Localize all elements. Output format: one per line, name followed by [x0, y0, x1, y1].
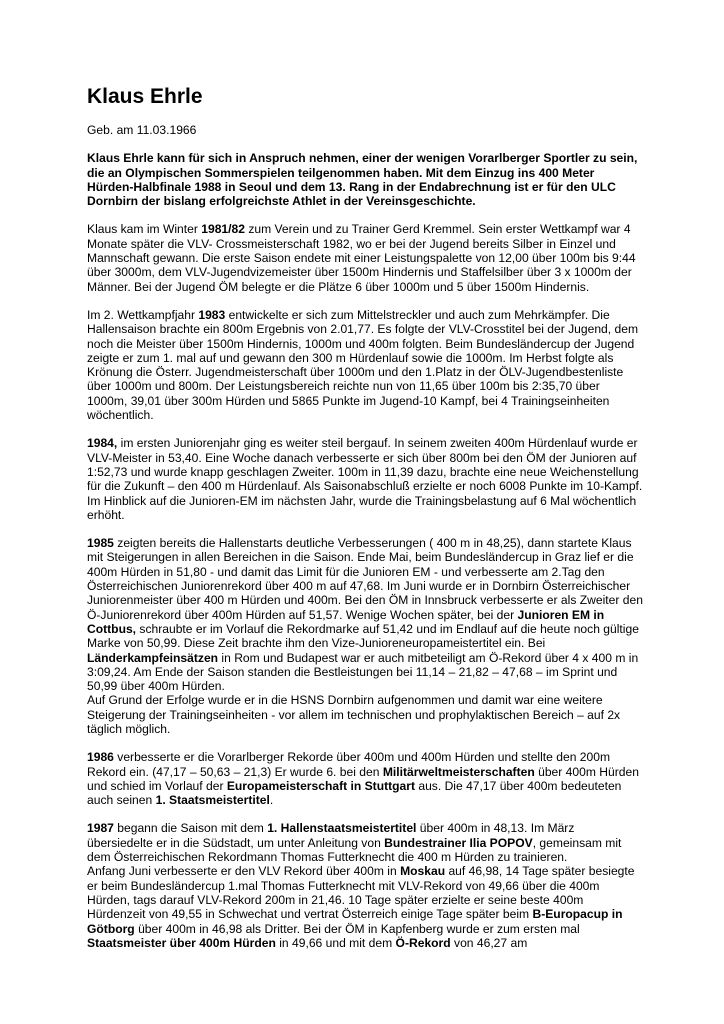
text: entwickelte er sich zum Mittelstreckler und auch zum Mehrkämpfer. Die Hallensaison brachte ein 800m Ergebnis von 2.01,77. Es folgte der VLV-Crosstitel bei der Jugend, dem noch die Meister über 1500m Hindernis, 1000m und 400m folgten. Beim Bundesländercup der Jugend zeigte er zum 1. mal auf und gewann den 300 m Hürdenlauf sowie die 1000m. Im Herbst folgte als Krönung die Österr. Jugendmeisterschaft über 1000m und den 1.Platz in der ÖLV-Jugendbestenliste über 1000m und 800m. Der Leistungsbereich reichte nun von 11,65 über 100m bis 2:35,70 über 1000m, 39,01 über 300m Hürden und 5865 Punkte im Jugend-10 Kampf, bei 4 Trainingseinheiten wöchentlich.: [87, 307, 639, 423]
paragraph-1983: [87, 308, 643, 422]
text: zum Verein und zu Trainer Gerd Kremmel. Sein erster Wettkampf war 4 Monate später die VLV- Crossmeisterschaft 1982, wo er bei der Jugend bereits Silber in Einzel und Mannschaft gewann. Die erste Saison endete mit einer Leistungspalette von 12,00 über 100m bis 9:44 über 3000m, dem VLV-Jugendvizemeister über 1500m Hindernis und Staffelsilber über 3 x 1000m der Männer. Bei der Jugend ÖM belegte er die Plätze 6 über 1000m und 5 über 1500m Hindernis.: [87, 222, 636, 294]
bold-text: Ö-Rekord: [395, 935, 451, 950]
text: in 49,66 und mit dem: [275, 935, 396, 950]
bold-text: Bundestrainer Ilia POPOV: [384, 835, 533, 850]
bold-text: 1986: [87, 750, 114, 765]
bold-text: 1985: [87, 536, 114, 551]
bold-text: Europameisterschaft in Stuttgart: [226, 778, 415, 793]
text: aus. Die 47,17 über 400m bedeuteten auch seinen: [87, 778, 622, 808]
text: begann die Saison mit dem: [113, 821, 268, 836]
text: über 400m in 46,98 als Dritter. Bei der ÖM in Kapfenberg wurde er zum ersten mal: [134, 921, 580, 936]
text: über 400m Hürden und schied im Vorlauf der: [87, 764, 639, 793]
paragraph-1987-continued: [87, 864, 643, 950]
bold-text: 1983: [198, 307, 226, 322]
bold-text: Staatsmeister über 400m Hürden: [87, 935, 276, 950]
bold-text: Länderkampfeinsätzen: [87, 650, 219, 665]
intro-paragraph: Klaus Ehrle kann für sich in Anspruch nehmen, einer der wenigen Vorarlberger Sportler zu sein, die an Olympischen Sommerspielen teilgenommen haben. Mit dem Einzug ins 400 Meter Hürden-Halbfinale 1988 in Seoul und dem 13. Rang in der Endabrechnung ist er für den ULC Dornbirn der bislang erfolgreichste Athlet in der Vereinsgeschichte.: [87, 151, 638, 209]
document-page: [87, 84, 643, 950]
bold-text: 1984,: [87, 436, 118, 451]
text: .: [269, 793, 274, 808]
text: schraubte er im Vorlauf die Rekordmarke auf 51,42 und im Endlauf auf die heute noch gültige Marke von 50,99. Diese Zeit brachte ihm den Vize-Junioreneuropameistertitel ein. Bei: [87, 621, 639, 651]
bold-text: Junioren EM in Cottbus,: [87, 607, 605, 636]
paragraph-1987: [87, 821, 643, 864]
text: Im 2. Wettkampfjahr: [87, 307, 199, 322]
text: im ersten Juniorenjahr ging es weiter steil bergauf. In seinem zweiten 400m Hürdenlauf wurde er VLV-Meister in 53,40. Eine Woche danach verbesserte er sich über 800m bei den ÖM der Junioren auf 1:52,73 und wurde knapp geschlagen Zweiter. 100m in 11,39 dazu, brachte eine neue Weichenstellung für die Zukunft – den 400 m Hürdenlauf. Als Saisonabschluß erzielte er noch 6008 Punkte im 10-Kampf. Im Hinblick auf die Junioren-EM im nächsten Jahr, wurde die Trainingsbelastung auf 6 Mal wöchentlich erhöht.: [87, 436, 643, 522]
text: Klaus kam im Winter: [87, 222, 202, 237]
text: über 400m in 48,13. Im März übersiedelte er in die Südstadt, um unter Anleitung von: [87, 821, 575, 850]
text: in Rom und Budapest war er auch mitbeteiligt am Ö-Rekord über 4 x 400 m in 3:09,24. Am Ende der Saison standen die Bestleistungen bei 11,14 – 21,82 – 47,68 – im Sprint und 50,99 über 400m Hürden.: [87, 650, 639, 694]
bold-text: 1. Staatsmeistertitel: [155, 793, 270, 808]
paragraph-1981: [87, 222, 643, 293]
bold-text: 1987: [87, 821, 114, 836]
text: , gemeinsam mit dem Österreichischen Rekordmann Thomas Futterknecht die 400 m Hürden zu trainieren.: [87, 835, 622, 865]
text: Anfang Juni verbesserte er den VLV Rekord über 400m in: [87, 864, 401, 879]
bold-text: Militärweltmeisterschaften: [382, 764, 535, 779]
text: verbesserte er die Vorarlberger Rekorde über 400m und 400m Hürden und stellte den 200m Rekord ein. (47,17 – 50,63 – 21,3) Er wurde 6. bei den: [87, 750, 611, 779]
paragraph-1986: [87, 750, 643, 807]
bold-text: Moskau: [400, 864, 446, 879]
bold-text: 1981/82: [201, 222, 245, 237]
text: auf 46,98, 14 Tage später besiegte er beim Bundesländercup 1.mal Thomas Futterknecht mit VLV-Rekord von 49,66 über die 400m Hürden, tags darauf VLV-Rekord 200m in 21,46. 10 Tage später erzielte er seine beste 400m Hürdenzeit von 49,55 in Schwechat und vertrat Österreich einige Tage später beim: [87, 864, 635, 922]
bold-text: B-Europacup in Götborg: [87, 907, 623, 936]
bold-text: 1. Hallenstaatsmeistertitel: [267, 821, 417, 836]
paragraph-1985: [87, 536, 643, 693]
page-title: Klaus Ehrle: [87, 85, 203, 108]
paragraph-1985-continued: Auf Grund der Erfolge wurde er in die HSNS Dornbirn aufgenommen und damit war eine weitere Steigerung der Trainingseinheiten - vor allem im technischen und prophylaktischen Bereich – auf 2x täglich möglich.: [87, 693, 621, 736]
paragraph-1984: [87, 436, 643, 522]
text: zeigten bereits die Hallenstarts deutliche Verbesserungen ( 400 m in 48,25), dann startete Klaus mit Steigerungen in allen Bereichen in die Saison. Ende Mai, beim Bundesländercup in Graz lief er die 400m Hürden in 51,80 - und damit das Limit für die Junioren EM - und verbesserte am 2.Tag den Österreichischen Juniorenrekord über 400 m auf 47,68. Im Juni wurde er in Dornbirn Österreichischer Juniorenmeister über 400 m Hürden und 400m. Bei den ÖM in Innsbruck verbesserte er als Zweiter den Ö-Juniorenrekord über 400m Hürden auf 51,57. Wenige Wochen später, bei der: [87, 536, 643, 622]
text: von 46,27 am: [450, 935, 528, 950]
birth-date: Geb. am 11.03.1966: [87, 123, 197, 137]
